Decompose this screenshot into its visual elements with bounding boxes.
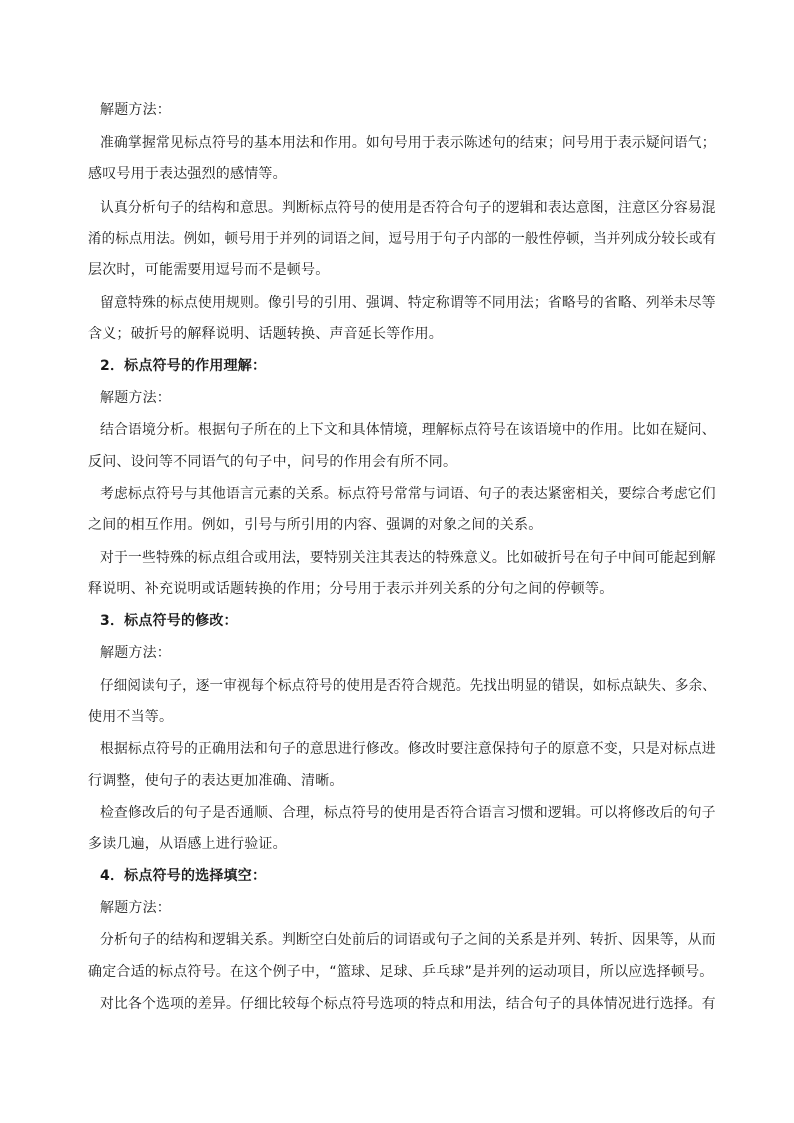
paragraph-line: 淆的标点用法。例如，顿号用于并列的词语之间，逗号用于句子内部的一般性停顿，当并列成分较长或有 [88, 231, 717, 247]
paragraph-line: 确定合适的标点符号。在这个例子中，“篮球、足球、乒乓球”是并列的运动项目，所以应选择顿号。 [88, 964, 714, 980]
paragraph-line: 准确掌握常见标点符号的基本用法和作用。如句号用于表示陈述句的结束；问号用于表示疑问语气； [100, 135, 716, 151]
paragraph-line: 含义；破折号的解释说明、话题转换、声音延长等作用。 [88, 326, 443, 342]
paragraph-line: 考虑标点符号与其他语言元素的关系。标点符号常常与词语、句子的表达紧密相关，要综合考虑它们 [100, 486, 716, 502]
paragraph-line: 分析句子的结构和逻辑关系。判断空白处前后的词语或句子之间的关系是并列、转折、因果等，从而 [100, 932, 716, 948]
paragraph-line: 反问、设问等不同语气的句子中，问号的作用会有所不同。 [88, 454, 458, 470]
section-heading: 2．标点符号的作用理解： [100, 358, 267, 374]
paragraph-line: 对比各个选项的差异。仔细比较每个标点符号选项的特点和用法，结合句子的具体情况进行选择。有 [100, 996, 716, 1012]
method-label: 解题方法： [100, 645, 171, 661]
paragraph-line: 使用不当等。 [88, 709, 174, 725]
section-heading: 4．标点符号的选择填空： [100, 868, 267, 884]
paragraph-line: 仔细阅读句子，逐一审视每个标点符号的使用是否符合规范。先找出明显的错误，如标点缺失、多余、 [100, 678, 716, 694]
paragraph-line: 认真分析句子的结构和意思。判断标点符号的使用是否符合句子的逻辑和表达意图，注意区分容易混 [100, 200, 716, 216]
method-label: 解题方法： [100, 390, 171, 406]
paragraph-line: 结合语境分析。根据句子所在的上下文和具体情境，理解标点符号在该语境中的作用。比如在疑问、 [100, 422, 716, 438]
paragraph-line: 留意特殊的标点使用规则。像引号的引用、强调、特定称谓等不同用法；省略号的省略、列举未尽等 [100, 295, 716, 311]
paragraph-line: 感叹号用于表达强烈的感情等。 [88, 166, 287, 182]
section-heading: 3．标点符号的修改： [100, 613, 238, 629]
paragraph-line: 检查修改后的句子是否通顺、合理，标点符号的使用是否符合语言习惯和逻辑。可以将修改后的句子 [100, 805, 716, 821]
paragraph-line: 之间的相互作用。例如，引号与所引用的内容、强调的对象之间的关系。 [88, 517, 543, 533]
method-label: 解题方法： [100, 900, 171, 916]
paragraph-line: 释说明、补充说明或话题转换的作用；分号用于表示并列关系的分句之间的停顿等。 [88, 581, 614, 597]
paragraph-line: 对于一些特殊的标点组合或用法，要特别关注其表达的特殊意义。比如破折号在句子中间可能起到解 [100, 550, 716, 566]
paragraph-line: 层次时，可能需要用逗号而不是顿号。 [88, 262, 330, 278]
paragraph-line: 多读几遍，从语感上进行验证。 [88, 836, 287, 852]
paragraph-line: 根据标点符号的正确用法和句子的意思进行修改。修改时要注意保持句子的原意不变，只是对标点进 [100, 741, 716, 757]
paragraph-line: 行调整，使句子的表达更加准确、清晰。 [88, 773, 344, 789]
method-label: 解题方法： [100, 102, 171, 118]
